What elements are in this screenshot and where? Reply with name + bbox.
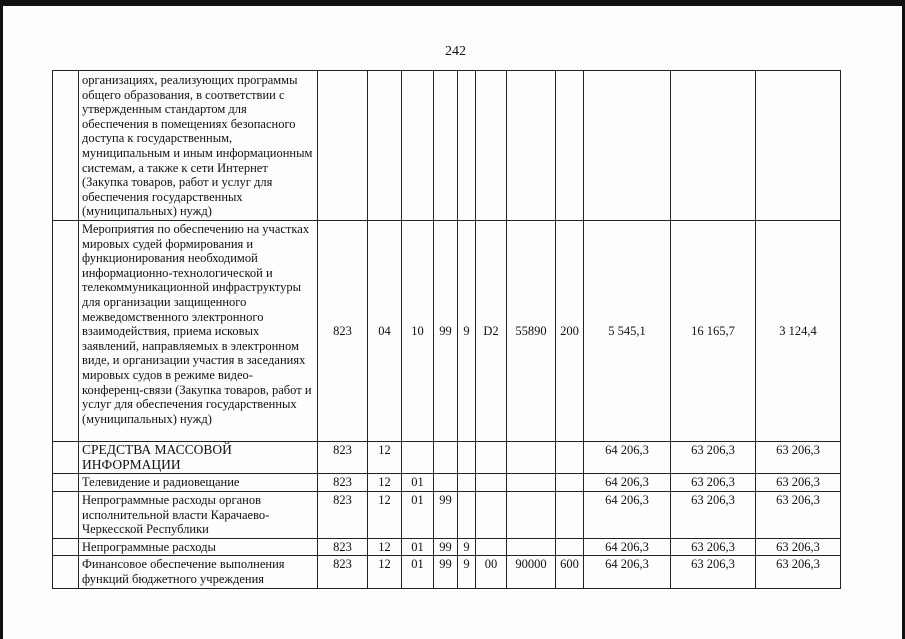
sum-year-3: 63 206,3 — [756, 442, 841, 474]
ministry-code: 823 — [318, 442, 368, 474]
sum-year-2: 16 165,7 — [671, 221, 756, 442]
margin-cell — [53, 442, 79, 474]
subprogram-code: 9 — [458, 556, 476, 589]
sum-year-1: 5 545,1 — [584, 221, 671, 442]
sum-year-1: 64 206,3 — [584, 556, 671, 589]
sum-year-2: 63 206,3 — [671, 442, 756, 474]
subsection-code: 01 — [402, 538, 434, 556]
sum-year-1 — [584, 71, 671, 221]
target-code — [507, 442, 556, 474]
subprogram-code — [458, 442, 476, 474]
margin-cell — [53, 71, 79, 221]
subprogram-code: 9 — [458, 221, 476, 442]
table-row — [53, 71, 841, 221]
row-description: Финансовое обеспечение выполнения функций бюджетного учреждения — [79, 556, 318, 589]
table-row — [53, 492, 841, 539]
program-code: 99 — [434, 556, 458, 589]
section-code: 12 — [368, 442, 402, 474]
row-description: организациях, реализующих программы общего образования, в соответствии с утвержденным стандартом для обеспечения в помещениях безопасного доступа к государственным, муниципальным и иным информационным системам, а также к сети Интернет (Закупка товаров, работ и услуг для обеспечения государственных (муниципальных) нужд) — [79, 71, 318, 221]
expense-type-code: 600 — [556, 556, 584, 589]
expense-type-code — [556, 538, 584, 556]
direction-code — [476, 538, 507, 556]
sum-year-3: 3 124,4 — [756, 221, 841, 442]
subsection-code: 01 — [402, 474, 434, 492]
sum-year-2: 63 206,3 — [671, 492, 756, 539]
target-code — [507, 492, 556, 539]
expense-type-code — [556, 474, 584, 492]
row-description: Мероприятия по обеспечению на участках мировых судей формирования и функционирования необходимой информационно-технологической и телекоммуникационной инфраструктуры для организации защищенного межведомственного электронного взаимодействия, приема исковых заявлений, направляемых в электронном виде, и организации участия в заседаниях мировых судов в режиме видео-конференц-связи (Закупка товаров, работ и услуг для обеспечения государственных (муниципальных) нужд) — [79, 221, 318, 442]
target-code: 90000 — [507, 556, 556, 589]
sum-year-3: 63 206,3 — [756, 474, 841, 492]
subsection-code — [402, 71, 434, 221]
margin-cell — [53, 221, 79, 442]
ministry-code — [318, 71, 368, 221]
ministry-code: 823 — [318, 492, 368, 539]
section-code: 04 — [368, 221, 402, 442]
sum-year-2: 63 206,3 — [671, 538, 756, 556]
sum-year-1: 64 206,3 — [584, 492, 671, 539]
expense-type-code — [556, 71, 584, 221]
direction-code: 00 — [476, 556, 507, 589]
ministry-code: 823 — [318, 556, 368, 589]
sum-year-2: 63 206,3 — [671, 556, 756, 589]
row-description: СРЕДСТВА МАССОВОЙ ИНФОРМАЦИИ — [79, 442, 318, 474]
sum-year-1: 64 206,3 — [584, 474, 671, 492]
sum-year-3: 63 206,3 — [756, 556, 841, 589]
margin-cell — [53, 474, 79, 492]
program-code — [434, 71, 458, 221]
subsection-code: 10 — [402, 221, 434, 442]
direction-code — [476, 71, 507, 221]
sum-year-2: 63 206,3 — [671, 474, 756, 492]
subprogram-code — [458, 492, 476, 539]
direction-code: D2 — [476, 221, 507, 442]
program-code: 99 — [434, 538, 458, 556]
row-description: Телевидение и радиовещание — [79, 474, 318, 492]
direction-code — [476, 442, 507, 474]
subprogram-code — [458, 474, 476, 492]
margin-cell — [53, 556, 79, 589]
page-number: 242 — [445, 44, 466, 59]
section-code: 12 — [368, 538, 402, 556]
ministry-code: 823 — [318, 474, 368, 492]
direction-code — [476, 492, 507, 539]
expense-type-code: 200 — [556, 221, 584, 442]
expense-type-code — [556, 442, 584, 474]
sum-year-3: 63 206,3 — [756, 538, 841, 556]
table-row — [53, 221, 841, 442]
program-code: 99 — [434, 492, 458, 539]
target-code — [507, 71, 556, 221]
sum-year-2 — [671, 71, 756, 221]
subprogram-code — [458, 71, 476, 221]
expense-type-code — [556, 492, 584, 539]
sum-year-3: 63 206,3 — [756, 492, 841, 539]
program-code — [434, 442, 458, 474]
program-code: 99 — [434, 221, 458, 442]
subprogram-code: 9 — [458, 538, 476, 556]
budget-table — [52, 70, 841, 589]
subsection-code: 01 — [402, 556, 434, 589]
direction-code — [476, 474, 507, 492]
row-description: Непрограммные расходы — [79, 538, 318, 556]
target-code — [507, 538, 556, 556]
section-code: 12 — [368, 492, 402, 539]
subsection-code: 01 — [402, 492, 434, 539]
section-code: 12 — [368, 556, 402, 589]
table-row — [53, 474, 841, 492]
target-code: 55890 — [507, 221, 556, 442]
ministry-code: 823 — [318, 538, 368, 556]
sum-year-1: 64 206,3 — [584, 442, 671, 474]
sum-year-1: 64 206,3 — [584, 538, 671, 556]
ministry-code: 823 — [318, 221, 368, 442]
subsection-code — [402, 442, 434, 474]
margin-cell — [53, 538, 79, 556]
target-code — [507, 474, 556, 492]
section-code — [368, 71, 402, 221]
table-row — [53, 556, 841, 589]
margin-cell — [53, 492, 79, 539]
program-code — [434, 474, 458, 492]
table-row — [53, 442, 841, 474]
sum-year-3 — [756, 71, 841, 221]
table-row — [53, 538, 841, 556]
section-code: 12 — [368, 474, 402, 492]
row-description: Непрограммные расходы органов исполнительной власти Карачаево-Черкесской Республики — [79, 492, 318, 539]
